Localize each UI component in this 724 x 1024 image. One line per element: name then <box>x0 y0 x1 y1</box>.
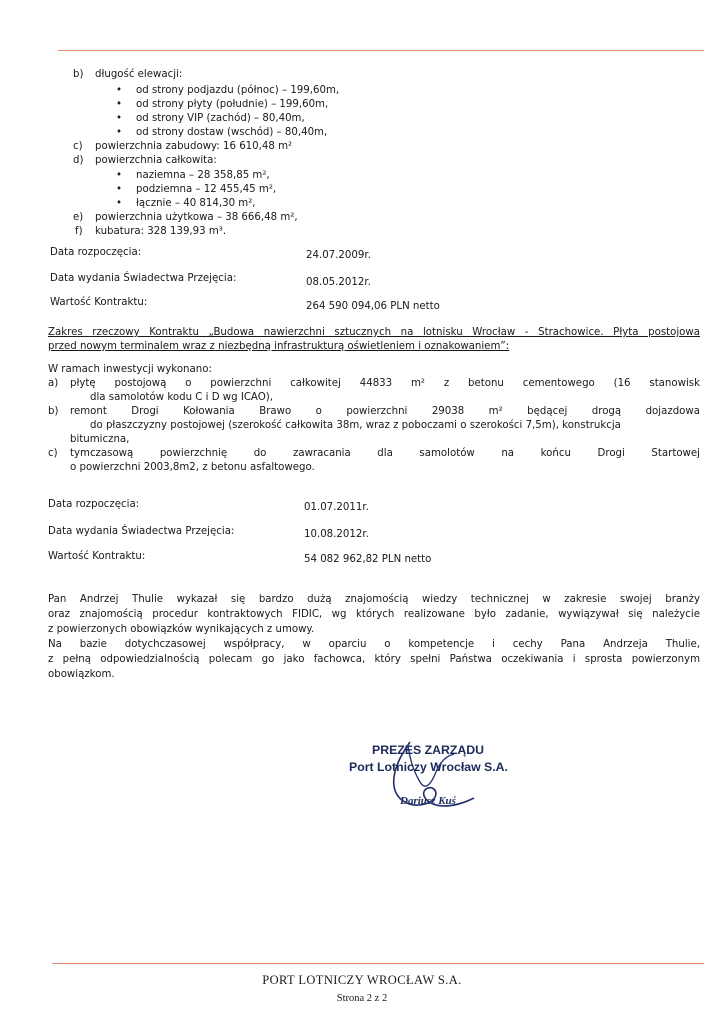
works-intro: W ramach inwestycji wykonano: <box>48 364 212 375</box>
list-label-d: d) <box>73 155 84 166</box>
bullet-item: • podziemna – 12 455,45 m², <box>136 184 276 195</box>
work-b-line1: remont Drogi Kołowania Brawo o powierzchni 29038 m² będącej drogą dojazdowa <box>70 406 700 417</box>
work-label-b: b) <box>48 406 59 417</box>
footer-company: PORT LOTNICZY WROCŁAW S.A. <box>262 973 462 987</box>
work-b-line3: bitumiczna, <box>70 434 130 445</box>
cert-date-label: Data wydania Świadectwa Przejęcia: <box>48 526 235 537</box>
cert-date-value: 10.08.2012r. <box>304 529 369 540</box>
contract-value-label: Wartość Kontraktu: <box>48 551 146 562</box>
work-c-line2: o powierzchni 2003,8m2, z betonu asfaltowego. <box>70 462 315 473</box>
work-label-a: a) <box>48 378 59 389</box>
bullet-item: • od strony dostaw (wschód) – 80,40m, <box>136 127 327 138</box>
contract-value: 54 082 962,82 PLN netto <box>304 554 432 565</box>
bullet-item: • naziemna – 28 358,85 m², <box>136 170 270 181</box>
work-a-line1: płytę postojową o powierzchni całkowitej 44833 m² z betonu cementowego (16 stanowisk <box>70 378 700 389</box>
work-label-c: c) <box>48 448 58 459</box>
reference-p2-line1: Na bazie dotychczasowej współpracy, w oparciu o kompetencje i cechy Pana Andrzeja Thulie, <box>48 639 700 650</box>
start-date-value: 01.07.2011r. <box>304 502 369 513</box>
contract-value: 264 590 094,06 PLN netto <box>306 301 440 312</box>
scope-heading: Zakres rzeczowy Kontraktu „Budowa nawierzchni sztucznych na lotnisku Wrocław - Strachowice. Płyta postojowa <box>48 327 700 338</box>
reference-p1-line1: Pan Andrzej Thulie wykazał się bardzo dużą znajomością wiedzy technicznej w zakresie swojej branży <box>48 594 700 605</box>
list-label-c: c) <box>73 141 83 152</box>
bullet-item: • od strony VIP (zachód) – 80,40m, <box>136 113 305 124</box>
reference-p2-line3: obowiązkom. <box>48 669 115 680</box>
stamp-company: Port Lotniczy Wrocław S.A. <box>349 760 508 774</box>
scope-heading-cont: przed nowym terminalem wraz z niezbędną infrastrukturą oświetleniem i oznakowaniem”: <box>48 341 510 352</box>
work-a-line2: dla samolotów kodu C i D wg ICAO), <box>90 392 273 403</box>
stamp-name: Dariusz Kuś <box>400 795 456 807</box>
list-label-b: b) <box>73 69 84 80</box>
list-text-c: powierzchnia zabudowy: 16 610,48 m² <box>95 141 293 152</box>
list-text-f: kubatura: 328 139,93 m³. <box>95 226 227 237</box>
reference-p2-line2: z pełną odpowiedzialnością polecam go jako fachowca, który spełni Państwa oczekiwania i sprosta powierzonym <box>48 654 700 665</box>
footer-rule <box>52 963 704 964</box>
list-text-b: długość elewacji: <box>95 69 183 80</box>
bullet-item: • łącznie – 40 814,30 m², <box>136 198 256 209</box>
list-text-d: powierzchnia całkowita: <box>95 155 217 166</box>
bullet-item: • od strony podjazdu (północ) – 199,60m, <box>136 85 339 96</box>
cert-date-label: Data wydania Świadectwa Przejęcia: <box>50 273 237 284</box>
start-date-label: Data rozpoczęcia: <box>48 499 140 510</box>
cert-date-value: 08.05.2012r. <box>306 277 371 288</box>
page-number: Strona 2 z 2 <box>336 993 388 1004</box>
contract-value-label: Wartość Kontraktu: <box>50 297 148 308</box>
start-date-value: 24.07.2009r. <box>306 250 371 261</box>
handwritten-signature <box>370 736 490 816</box>
header-rule <box>58 50 704 51</box>
work-b-line2: do płaszczyzny postojowej (szerokość całkowita 38m, wraz z poboczami o szerokości 7,5m), konstrukcja <box>90 420 621 431</box>
bullet-item: • od strony płyty (południe) – 199,60m, <box>136 99 328 110</box>
list-label-f: f) <box>75 226 83 237</box>
start-date-label: Data rozpoczęcia: <box>50 247 142 258</box>
reference-p1-line2: oraz znajomością procedur kontraktowych FIDIC, wg których realizowane było zadanie, wywiązywał się należycie <box>48 609 700 620</box>
list-text-e: powierzchnia użytkowa – 38 666,48 m², <box>95 212 298 223</box>
list-label-e: e) <box>73 212 84 223</box>
reference-p1-line3: z powierzonych obowiązków wynikających z umowy. <box>48 624 315 635</box>
work-c-line1: tymczasową powierzchnię do zawracania dla samolotów na końcu Drogi Startowej <box>70 448 700 459</box>
stamp-title: PREZES ZARZĄDU <box>372 743 485 757</box>
